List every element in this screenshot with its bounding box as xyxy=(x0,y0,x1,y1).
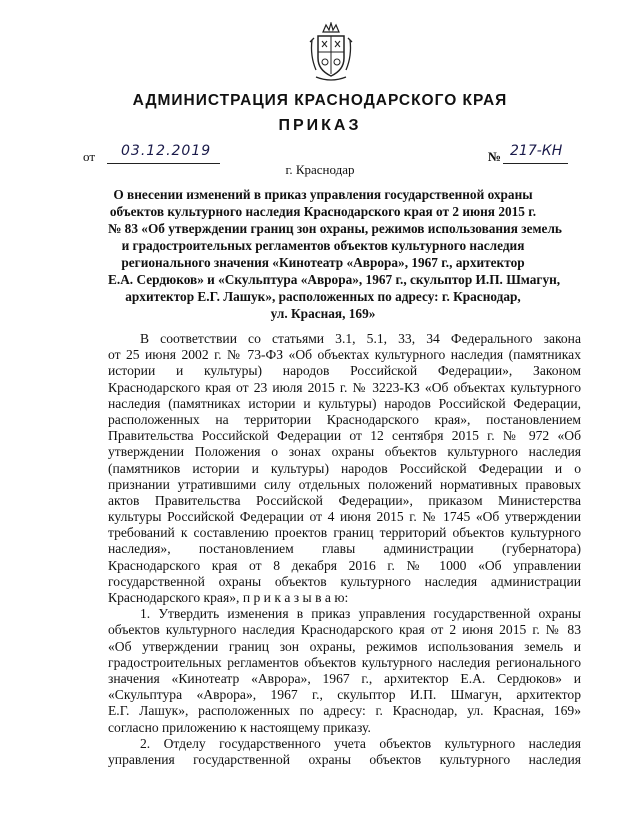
body-line: Е.Г. Лашук», расположенных по адресу: г. Краснодар, ул. Красная, 169» xyxy=(108,703,581,719)
subject-line: Е.А. Сердюков» и «Скульптура «Аврора», 1967 г., скульптор И.П. Шмагун, xyxy=(108,272,561,287)
body-line: культуры Российской Федерации от 4 июня 2015 г. № 1745 «Об утверждении xyxy=(108,509,581,525)
subject-line: объектов культурного наследия Краснодарского края от 2 июня 2015 г. xyxy=(109,204,537,219)
city: г. Краснодар xyxy=(285,162,355,177)
subject-line: № 83 «Об утверждении границ зон охраны, режимов использования земель xyxy=(108,221,562,236)
body-line: признании утратившими силу отдельных положений нормативных правовых xyxy=(108,476,581,492)
subject-line: регионального значения «Кинотеатр «Аврора», 1967 г., архитектор xyxy=(121,255,525,270)
date-label: от xyxy=(83,149,96,164)
body-line: значения «Кинотеатр «Аврора», 1967 г., архитектор Е.А. Сердюков» и xyxy=(108,670,581,686)
body-line: (памятников истории и культуры) народов Российской Федерации и о xyxy=(108,460,581,476)
document-type: ПРИКАЗ xyxy=(278,117,362,134)
body-line: Краснодарского края от 8 декабря 2016 г. № 1000 «Об управлении xyxy=(108,557,581,573)
subject-line: и градостроительных регламентов объектов культурного наследия xyxy=(121,238,525,253)
coat-of-arms-icon xyxy=(308,22,354,84)
body-line: утверждении Положения о зонах охраны объектов культурного наследия xyxy=(108,444,581,460)
body-line: наследия (памятниках истории и культуры) народов Российской Федерации, xyxy=(108,395,581,411)
body-line: градостроительных регламентов объектов культурного наследия регионального xyxy=(108,654,581,670)
organization-name: АДМИНИСТРАЦИЯ КРАСНОДАРСКОГО КРАЯ xyxy=(132,92,508,109)
body-line: 1. Утвердить изменения в приказ управления государственной охраны xyxy=(140,606,581,622)
number-label: № xyxy=(488,149,502,164)
body-line: наследия», постановлением главы администрации (губернатора) xyxy=(108,541,581,557)
body-line: управления государственной охраны объектов культурного наследия xyxy=(108,751,581,767)
body-line: Краснодарского края», п р и к а з ы в а ю: xyxy=(108,590,349,605)
body-line: объектов культурного наследия Краснодарского края от 2 июня 2015 г. № 83 xyxy=(108,622,581,638)
body-line: расположенных на территории Краснодарского края», постановлением xyxy=(108,411,581,427)
document-number: 217-КН xyxy=(510,143,563,159)
subject-line: архитектор Е.Г. Лашук», расположенных по адресу: г. Краснодар, xyxy=(125,289,521,304)
body-line: государственной охраны объектов культурного наследия администрации xyxy=(108,573,581,589)
body-line: согласно приложению к настоящему приказу. xyxy=(108,719,371,735)
body-line: В соответствии со статьями 3.1, 5.1, 33, 34 Федерального закона xyxy=(140,331,581,346)
body-line: Краснодарского края от 23 июля 2015 г. № 3223-КЗ «Об объектах культурного xyxy=(108,379,581,395)
body-line: «Скульптура «Аврора», 1967 г., скульптор И.П. Шмагун, архитектор xyxy=(108,687,581,703)
document-subject xyxy=(108,186,562,322)
body-line: актов Правительства Российской Федерации», приказом Министерства xyxy=(108,492,581,508)
body-line: 2. Отделу государственного учета объектов культурного наследия xyxy=(140,735,581,751)
subject-line: ул. Красная, 169» xyxy=(270,306,376,321)
document-date: 03.12.2019 xyxy=(121,143,212,159)
body-line: требований к составлению проектов границ территорий объектов культурного xyxy=(108,525,581,541)
body-line: от 25 июня 2002 г. № 73-ФЗ «Об объектах культурного наследия (памятниках xyxy=(108,347,581,363)
document-body xyxy=(108,331,581,768)
body-line: истории и культуры) народов Российской Федерации», Законом xyxy=(108,363,581,379)
body-line: «Об утверждении границ зон охраны, режимов использования земель и xyxy=(108,638,581,654)
subject-line: О внесении изменений в приказ управления государственной охраны xyxy=(113,187,533,202)
body-line: Правительства Российской Федерации от 12 сентября 2015 г. № 972 «Об xyxy=(108,428,581,444)
